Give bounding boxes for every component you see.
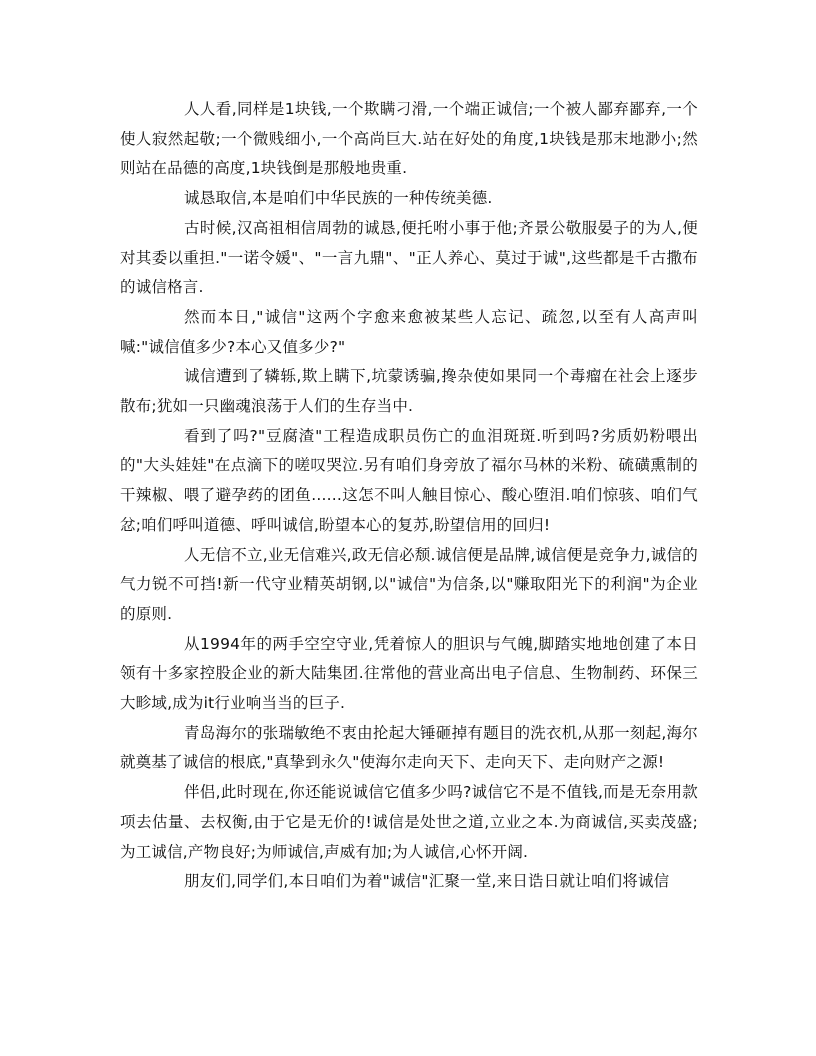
paragraph: 青岛海尔的张瑞敏绝不衷由抡起大锤砸掉有题目的洗衣机,从那一刻起,海尔就奠基了诚信的根底,"真挚到永久"使海尔走向天下、走向天下、走向财产之源! xyxy=(120,723,698,772)
paragraph: 伴侣,此时现在,你还能说诚信它值多少吗?诚信它不是不值钱,而是无奈用款项去估量、去权衡,由于它是无价的!诚信是处世之道,立业之本.为商诚信,买卖茂盛;为工诚信,产物良好;为师诚信,声威有加;为人诚信,心怀开阔. xyxy=(120,783,698,861)
paragraph: 诚信遭到了辚轹,欺上瞒下,坑蒙诱骗,搀杂使如果同一个毒瘤在社会上逐步散布;犹如一只幽魂浪荡于人们的生存当中. xyxy=(120,367,698,416)
paragraph: 看到了吗?"豆腐渣"工程造成职员伤亡的血泪斑斑.听到吗?劣质奶粉喂出的"大头娃娃"在点滴下的嗟叹哭泣.另有咱们身旁放了福尔马林的米粉、硫磺熏制的干辣椒、喂了避孕药的团鱼......这怎不叫人触目惊心、酸心堕泪.咱们惊骇、咱们气忿;咱们呼叫道德、呼叫诚信,盼望本心的复苏,盼望信用的回归! xyxy=(120,426,698,534)
paragraph: 朋友们,同学们,本日咱们为着"诚信"汇聚一堂,来日诰日就让咱们将诚信 xyxy=(184,872,670,891)
document-body xyxy=(120,95,698,897)
paragraph: 诚恳取信,本是咱们中华民族的一种传统美德. xyxy=(184,189,493,208)
paragraph: 从1994年的两手空空守业,凭着惊人的胆识与气魄,脚踏实地地创建了本日领有十多家控股企业的新大陆集团.往常他的营业高出电子信息、生物制药、环保三大畛域,成为it行业响当当的巨子. xyxy=(120,634,698,713)
paragraph: 人人看,同样是1块钱,一个欺瞒刁滑,一个端正诚信;一个被人鄙弃鄙弃,一个使人寂然起敬;一个微贱细小,一个高尚巨大.站在好处的角度,1块钱是那末地渺小;然则站在品德的高度,1块钱倒是那般地贵重. xyxy=(120,100,698,178)
paragraph: 然而本日,"诚信"这两个字愈来愈被某些人忘记、疏忽,以至有人高声叫喊:"诚信值多少?本心又值多少?" xyxy=(120,307,698,356)
paragraph: 人无信不立,业无信难兴,政无信必颓.诚信便是品牌,诚信便是竞争力,诚信的气力锐不可挡!新一代守业精英胡钢,以"诚信"为信条,以"赚取阳光下的利润"为企业的原则. xyxy=(120,545,698,623)
paragraph: 古时候,汉高祖相信周勃的诚恳,便托咐小事于他;齐景公敬服晏子的为人,便对其委以重担."一诺令媛"、"一言九鼎"、"正人养心、莫过于诚",这些都是千古撒布的诚信格言. xyxy=(120,218,698,297)
